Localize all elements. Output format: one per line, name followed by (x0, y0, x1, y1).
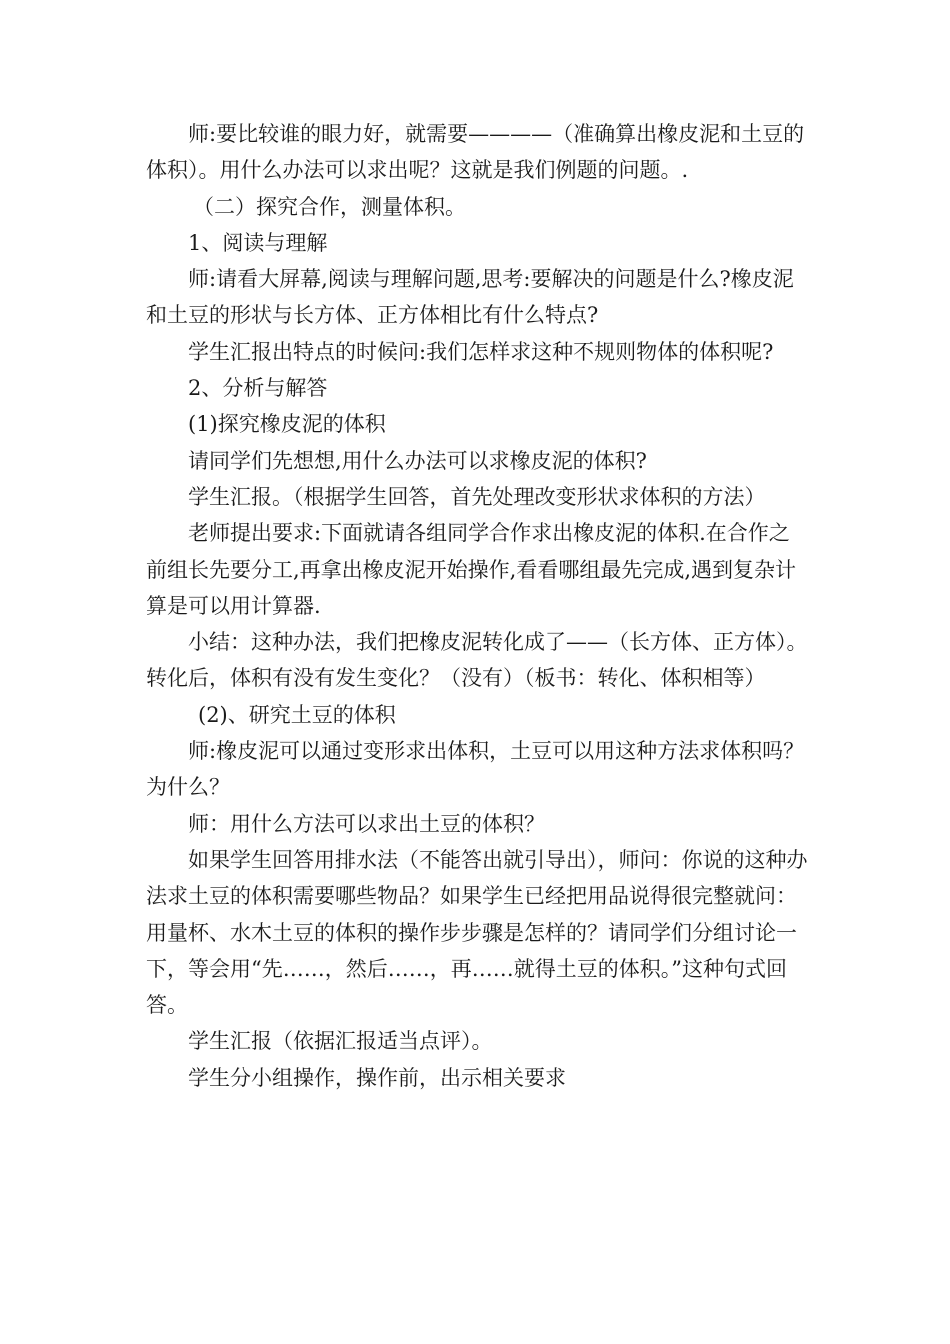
section-heading: （二）探究合作，测量体积。 (193, 194, 466, 219)
paragraph: 请同学们先想想,用什么办法可以求橡皮泥的体积? (188, 448, 647, 473)
document-body (146, 116, 810, 1096)
paragraph: 学生汇报出特点的时候问:我们怎样求这种不规则物体的体积呢? (188, 339, 774, 364)
paragraph: 老师提出要求:下面就请各组同学合作求出橡皮泥的体积.在合作之前组长先要分工,再拿出橡皮泥开始操作,看看哪组最先完成,遇到复杂计算是可以用计算器. (146, 521, 797, 618)
subsection-heading: (1)探究橡皮泥的体积 (188, 412, 386, 437)
paragraph: 师:请看大屏幕,阅读与理解问题,思考:要解决的问题是什么?橡皮泥和土豆的形状与长方体、正方体相比有什么特点? (146, 267, 794, 328)
paragraph: 师:橡皮泥可以通过变形求出体积，土豆可以用这种方法求体积吗？为什么？ (146, 739, 805, 800)
paragraph: 师：用什么方法可以求出土豆的体积？ (188, 811, 545, 836)
subsection-heading: 1、阅读与理解 (188, 230, 328, 255)
paragraph: 小结：这种办法，我们把橡皮泥转化成了——（长方体、正方体）。转化后，体积有没有发生变化？（没有）（板书：转化、体积相等） (146, 630, 808, 691)
paragraph: 学生汇报。（根据学生回答，首先处理改变形状求体积的方法） (188, 484, 766, 509)
subsection-heading: 2、分析与解答 (188, 376, 328, 401)
paragraph: 师:要比较谁的眼力好，就需要————（准确算出橡皮泥和土豆的体积）。用什么办法可以求出呢？这就是我们例题的问题。. (146, 122, 805, 183)
paragraph: 学生分小组操作，操作前，出示相关要求 (188, 1065, 566, 1090)
paragraph: 如果学生回答用排水法（不能答出就引导出），师问：你说的这种办法求土豆的体积需要哪些物品？如果学生已经把用品说得很完整就问：用量杯、水木土豆的体积的操作步步骤是怎样的？请同学们分组讨论一下，等会用“先……，然后……，再……就得土豆的体积。”这种句式回答。 (146, 847, 808, 1018)
subsection-heading: (2)、研究土豆的体积 (198, 702, 396, 727)
paragraph: 学生汇报（依据汇报适当点评）。 (188, 1029, 493, 1054)
